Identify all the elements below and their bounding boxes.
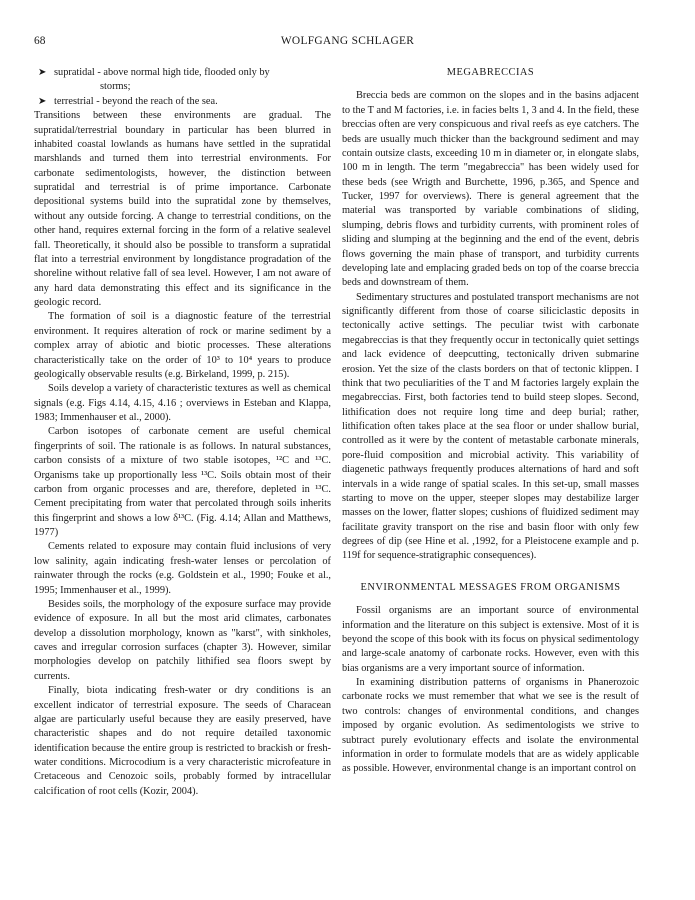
paragraph: Sedimentary structures and postulated transport mechanisms are not significantly different from those of coarse siliciclastic deposits in tectonically active settings. The peculiar twist with carbonate megabreccias is that they frequently occur in tectonically quiet settings and lack evidence of deepcutting, tectonically driven submarine erosion. Yet the size of the clasts borders on that of tectonic klippen. I think that two peculiarities of the T and M factories largely explain the megabreccias. First, both factories tend to build steep slopes. Second, lithification does not require long time and deep burial; rather, lithification often takes place at the sea floor or under shallow burial, controlled as it were by the content of metastable carbonate minerals, pore-fluid composition and microbial activity. This variability of diagenetic pathways frequently produces alternations of hard and soft intervals in a wide range of spatial scales. In this set-up, small masses starting to move on the upper, steeper slopes may destabilize larger masses on the lower, flatter slopes; cushions of fluidized sediment may facilitate gravity transport on the rise and basin floor with only few degrees of dip (see Hine et al. ,1992, for a Pleistocene example and p. 119f for sequence-stratigraphic consequences). [342, 291, 639, 562]
right-column [342, 66, 639, 777]
paragraph: Breccia beds are common on the slopes and in the basins adjacent to the T and M factories, i.e. in facies belts 1, 3 and 4. In the field, these breccias often are very conspicuous and rival reefs as eye catchers. The beds are usually much thicker than the background sediment and may contain outsize clasts, exceeding 10 m in diameter or, in elongate slabs, 100 m in length. The term "megabreccia" has been widely used for these beds (see Wrigth and Burchette, 1996, p.365, and Spence and Tucker, 1997 for overviews). There is general agreement that the material was transported by variable combinations of sliding, slumping, debris flows and turbidity currents, with prominent roles of sliding and slumping at the beginning and the end of the event, debris flows governing the main phase of transport, and turbidity currents developing late and emplacing graded beds on top of the coarse breccia beds and downstream of them. [342, 90, 639, 289]
paragraph: Soils develop a variety of characteristic textures as well as chemical signals (e.g. Figs 4.14, 4.15, 4.16 ; overviews in Esteban and Klappa, 1983; Immenhauser et al., 2000). [34, 383, 331, 423]
left-column [34, 66, 331, 799]
paragraph: In examining distribution patterns of organisms in Phanerozoic carbonate rocks we must remember that what we see is the result of two controls: changes of environmental conditions, and changes imposed by organic evolution. As sedimentologists we strive to subtract purely evolutionary effects and isolate the environmental information in order to formulate models that are as widely applicable as possible. However, environmental change is an important control on [342, 677, 639, 775]
running-head: WOLFGANG SCHLAGER [280, 35, 415, 47]
section-heading-organisms: ENVIRONMENTAL MESSAGES FROM ORGANISMS [360, 581, 621, 593]
paragraph: Transitions between these environments are gradual. The supratidal/terrestrial boundary in particular has been blurred in inhabited coastal lowlands as humans have settled in the supratidal marshlands and turned them into terrestrial environments. For carbonate sedimentologists, however, the distinction between supratidal and terrestrial is of prime importance. Carbonate depositional systems build into the supratidal zone by themselves, without any outside forcing. A change to terrestrial conditions, on the other hand, requires external forcing in the form of a relative sealevel fall. Theoretically, it should also be possible to transform a supratidal flat into a terrestrial environment by longdistance progradation of the shoreline without relative fall of sea level. However, I am not aware of any hard data demonstrating this effect and its significance in the geologic record. [34, 110, 331, 308]
bullet-text: terrestrial - beyond the reach of the sea. [54, 95, 218, 107]
arrow-bullet-icon: ➤ [38, 67, 47, 78]
page-number: 68 [34, 35, 46, 47]
section-heading-megabreccias: MEGABRECCIAS [446, 67, 535, 78]
paragraph: Carbon isotopes of carbonate cement are useful chemical fingerprints of soil. The rationale is as follows. In natural substances, carbon consists of a mixture of two stable isotopes, ¹²C and ¹³C. Organisms take up proportionally less ¹³C. Soils obtain most of their carbon from organic processes and are, therefore, depleted in ¹³C. Cement precipitating from water that percolated through soils inherits this fingerprint and shows a low δ¹³C. (Fig. 4.14; Allan and Matthews, 1977) [34, 426, 331, 538]
bullet-continuation: storms; [100, 81, 131, 93]
paragraph: Cements related to exposure may contain fluid inclusions of very low salinity, again indicating fresh-water lenses or percolation of rainwater through the rocks (e.g. Goldstein et al., 1990; Fouke et al., 1995; Immenhauser et al., 1999). [34, 541, 331, 596]
list-item [34, 66, 331, 95]
paragraph: Fossil organisms are an important source of environmental information and the literature on this subject is extensive. Most of it is beyond the scope of this book with its focus on physical sedimentology and large-scale anatomy of carbonate rocks. However, even with this bias organisms are a very important source of information. [342, 605, 639, 674]
paragraph: Besides soils, the morphology of the exposure surface may provide evidence of exposure. In all but the most arid climates, carbonates develop a dissolution morphology, known as "karst", with sinkholes, caves and irregular corrosion surfaces (chapter 3). However, similar morphologies develop on patchily lithified sea floors swept by currents. [34, 598, 331, 682]
paragraph: Finally, biota indicating fresh-water or dry conditions is an excellent indicator of terrestrial exposure. The seeds of Characean algae are particularly useful because they are easily preserved, have characteristic shapes and do not require detailed taxonomic identification because the entire group is restricted to brackish or fresh-water conditions. Microcodium is a very characteristic microfeature in Cretaceous and Cenozoic soils, probably formed by intracellular calcification of root cells (Kozir, 2004). [34, 685, 331, 797]
paragraph: The formation of soil is a diagnostic feature of the terrestrial environment. It requires alteration of rock or marine sediment by a complex array of abiotic and biotic processes. These alterations characteristically take on the order of 10³ to 10⁴ years to produce geologically observable results (e.g. Birkeland, 1999, p. 215). [34, 311, 331, 380]
list-item [34, 95, 331, 109]
bullet-text: supratidal - above normal high tide, flooded only by [54, 67, 270, 78]
page-header [34, 33, 661, 49]
arrow-bullet-icon: ➤ [38, 95, 47, 107]
